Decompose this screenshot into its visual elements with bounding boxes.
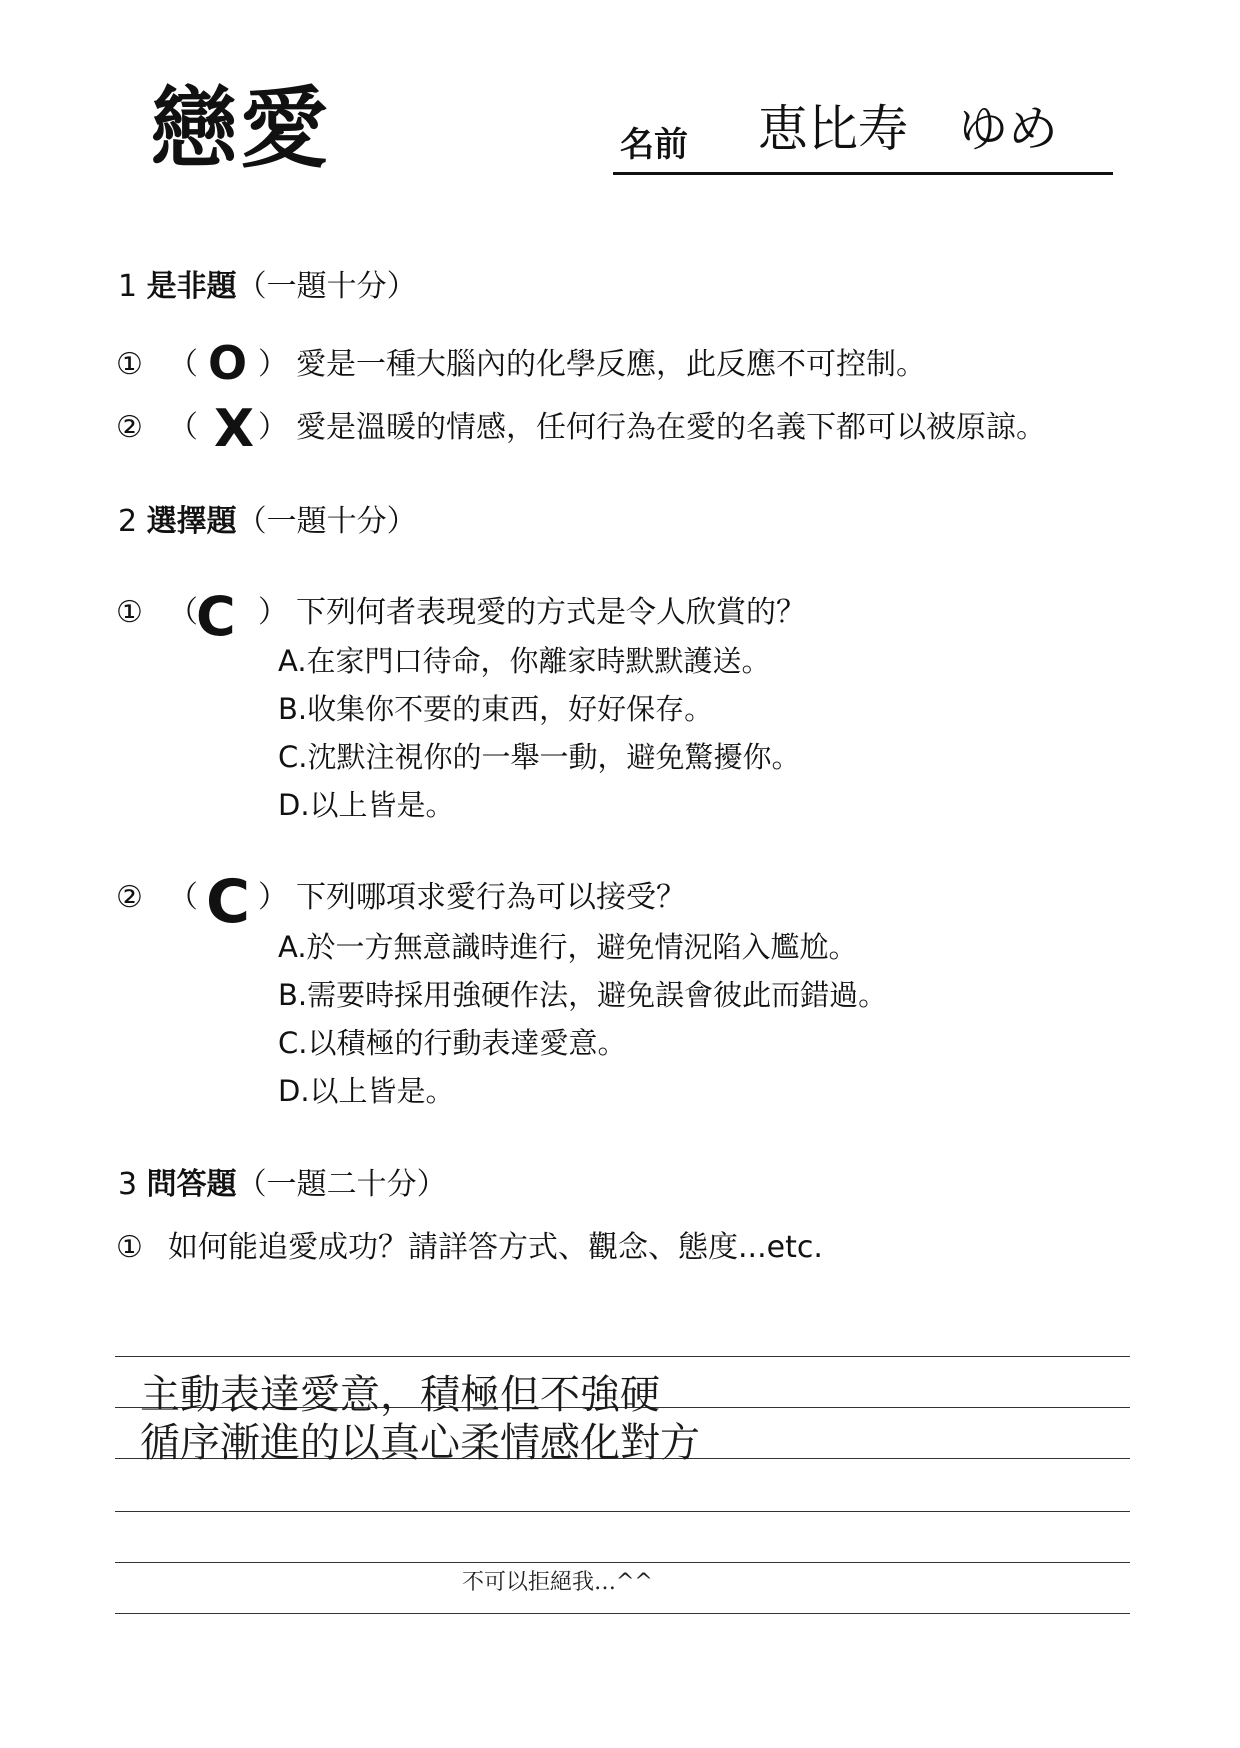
answer-paren-open: （	[168, 880, 198, 915]
question-number: ②	[116, 880, 143, 915]
section-score: （一題二十分）	[236, 1167, 447, 1202]
question-text: 如何能追愛成功？請詳答方式、觀念、態度...etc.	[168, 1230, 823, 1265]
option-a: A.在家門口待命，你離家時默默護送。	[278, 644, 771, 678]
option-a: A.於一方無意識時進行，避免情況陷入尷尬。	[278, 930, 858, 964]
handwritten-answer-line-2: 循序漸進的以真心柔情感化對方	[140, 1420, 700, 1466]
ruled-line	[115, 1562, 1130, 1563]
option-d: D.以上皆是。	[278, 788, 455, 822]
handwritten-answer: C	[206, 867, 251, 937]
ruled-line	[115, 1511, 1130, 1512]
question-number: ①	[116, 1230, 143, 1265]
ruled-line	[115, 1356, 1130, 1357]
section-title: 選擇題	[146, 504, 237, 539]
section-number: 2	[118, 504, 138, 539]
answer-paren-close: ）	[258, 347, 288, 382]
question-number: ①	[116, 595, 143, 630]
option-b: B.收集你不要的東西，好好保存。	[278, 692, 714, 726]
section-score: （一題十分）	[236, 269, 417, 304]
answer-paren-open: （	[168, 410, 198, 445]
question-number: ①	[116, 347, 143, 382]
handwritten-answer: C	[196, 585, 236, 648]
name-label: 名前	[620, 125, 688, 165]
answer-paren-open: （	[168, 595, 198, 630]
option-c: C.以積極的行動表達愛意。	[278, 1026, 627, 1060]
option-b: B.需要時採用強硬作法，避免誤會彼此而錯過。	[278, 978, 888, 1012]
section-title: 是非題	[146, 269, 237, 304]
question-text: 愛是一種大腦內的化學反應，此反應不可控制。	[296, 347, 926, 382]
answer-paren-close: ）	[258, 410, 288, 445]
name-value: 恵比寿 ゆめ	[758, 100, 1058, 158]
worksheet-title: 戀愛	[150, 77, 331, 180]
handwritten-answer: O	[208, 336, 248, 390]
question-number: ②	[116, 410, 143, 445]
handwritten-note: 不可以拒絕我…^^	[462, 1570, 653, 1595]
section-number: 1	[118, 269, 138, 304]
ruled-line	[115, 1613, 1130, 1614]
section-score: （一題十分）	[236, 504, 417, 539]
section-3-heading	[118, 1167, 447, 1202]
section-number: 3	[118, 1167, 138, 1202]
option-d: D.以上皆是。	[278, 1074, 455, 1108]
answer-paren-close: ）	[258, 595, 288, 630]
question-text: 愛是溫暖的情感，任何行為在愛的名義下都可以被原諒。	[296, 410, 1046, 445]
handwritten-answer: X	[214, 399, 255, 459]
question-text: 下列哪項求愛行為可以接受？	[296, 880, 686, 915]
section-1-heading	[118, 269, 417, 304]
name-underline	[613, 172, 1113, 175]
answer-paren-open: （	[168, 347, 198, 382]
section-title: 問答題	[146, 1167, 237, 1202]
question-text: 下列何者表現愛的方式是令人欣賞的？	[296, 595, 806, 630]
section-2-heading	[118, 504, 417, 539]
handwritten-answer-line-1: 主動表達愛意，積極但不強硬	[140, 1372, 660, 1418]
option-c: C.沈默注視你的一舉一動，避免驚擾你。	[278, 740, 801, 774]
answer-paren-close: ）	[258, 880, 288, 915]
